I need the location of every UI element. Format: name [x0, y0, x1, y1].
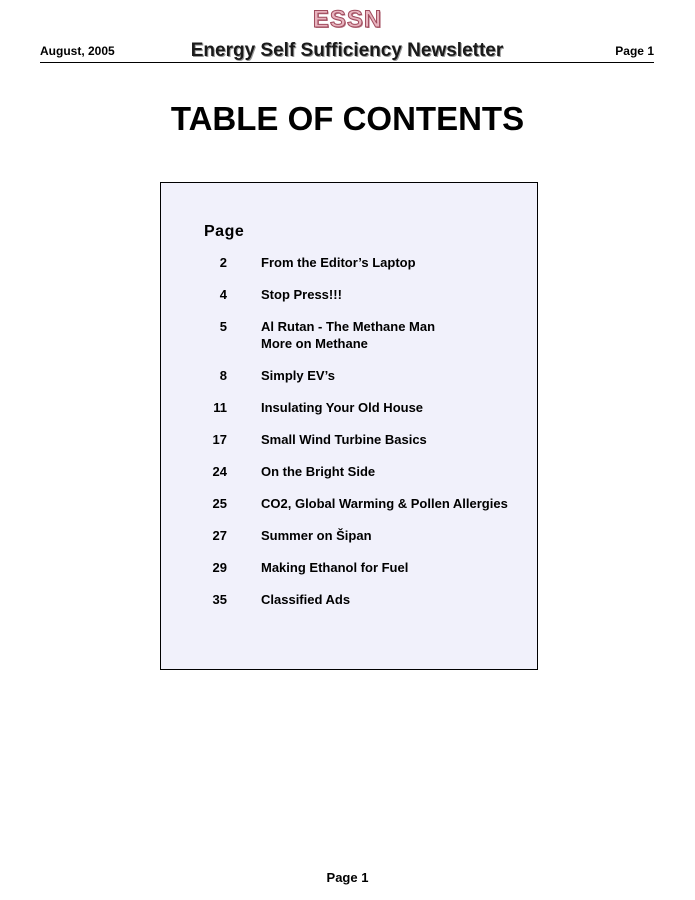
toc-entry-page-number: 29 [212, 560, 227, 575]
toc-entry-titles [261, 399, 537, 416]
toc-entry-titles [261, 591, 537, 608]
newsletter-title: Energy Self Sufficiency Newsletter [190, 40, 504, 61]
toc-entry-titles [261, 431, 537, 448]
toc-entry-title: Simply EV’s [261, 368, 335, 383]
toc-entry-title: Summer on Šipan [261, 528, 372, 543]
toc-entry-titles [261, 286, 537, 303]
toc-entry-title: Making Ethanol for Fuel [261, 560, 409, 575]
toc-entry-title: CO2, Global Warming & Pollen Allergies [261, 496, 508, 511]
toc-entry[interactable] [161, 559, 537, 576]
footer-page-number: Page 1 [326, 870, 369, 885]
toc-entry-titles [261, 254, 537, 271]
toc-entry-titles [261, 559, 537, 576]
toc-entry[interactable] [161, 399, 537, 416]
toc-entry-titles [261, 318, 537, 352]
toc-entry[interactable] [161, 318, 537, 352]
toc-list [161, 254, 537, 623]
toc-entry-page-number: 17 [212, 432, 227, 447]
toc-entry-title: Stop Press!!! [261, 287, 342, 302]
toc-entry[interactable] [161, 495, 537, 512]
toc-entry[interactable] [161, 527, 537, 544]
page-column-label: Page [204, 223, 245, 240]
toc-entry-page-number: 8 [219, 368, 227, 383]
toc-entry-page-number: 27 [212, 528, 227, 543]
header-page-number: Page 1 [615, 44, 654, 58]
toc-entry-title: Insulating Your Old House [261, 400, 424, 415]
toc-entry-titles [261, 527, 537, 544]
toc-entry-page-number: 24 [212, 464, 227, 479]
toc-entry[interactable] [161, 431, 537, 448]
masthead [40, 40, 654, 63]
toc-box [160, 182, 538, 670]
toc-entry-titles [261, 367, 537, 384]
toc-entry-page-number: 5 [219, 319, 227, 334]
toc-entry-title: Al Rutan - The Methane Man [261, 319, 436, 334]
toc-entry[interactable] [161, 367, 537, 384]
toc-entry-title: From the Editor’s Laptop [261, 255, 416, 270]
essn-logo: ESSN [312, 6, 383, 33]
toc-entry[interactable] [161, 254, 537, 271]
toc-entry[interactable] [161, 286, 537, 303]
issue-date: August, 2005 [40, 44, 115, 58]
page-title: TABLE OF CONTENTS [170, 100, 525, 137]
toc-entry-title: Small Wind Turbine Basics [261, 432, 427, 447]
toc-entry-page-number: 25 [212, 496, 227, 511]
toc-entry-titles [261, 495, 537, 512]
toc-entry-page-number: 4 [219, 287, 227, 302]
toc-entry[interactable] [161, 463, 537, 480]
toc-entry-page-number: 11 [213, 400, 227, 415]
toc-entry-title: Classified Ads [261, 592, 351, 607]
toc-entry-titles [261, 463, 537, 480]
toc-entry-title: On the Bright Side [261, 464, 376, 479]
toc-entry-page-number: 35 [212, 592, 227, 607]
toc-entry-page-number: 2 [219, 255, 227, 270]
toc-entry[interactable] [161, 591, 537, 608]
toc-entry-title: More on Methane [261, 336, 368, 351]
